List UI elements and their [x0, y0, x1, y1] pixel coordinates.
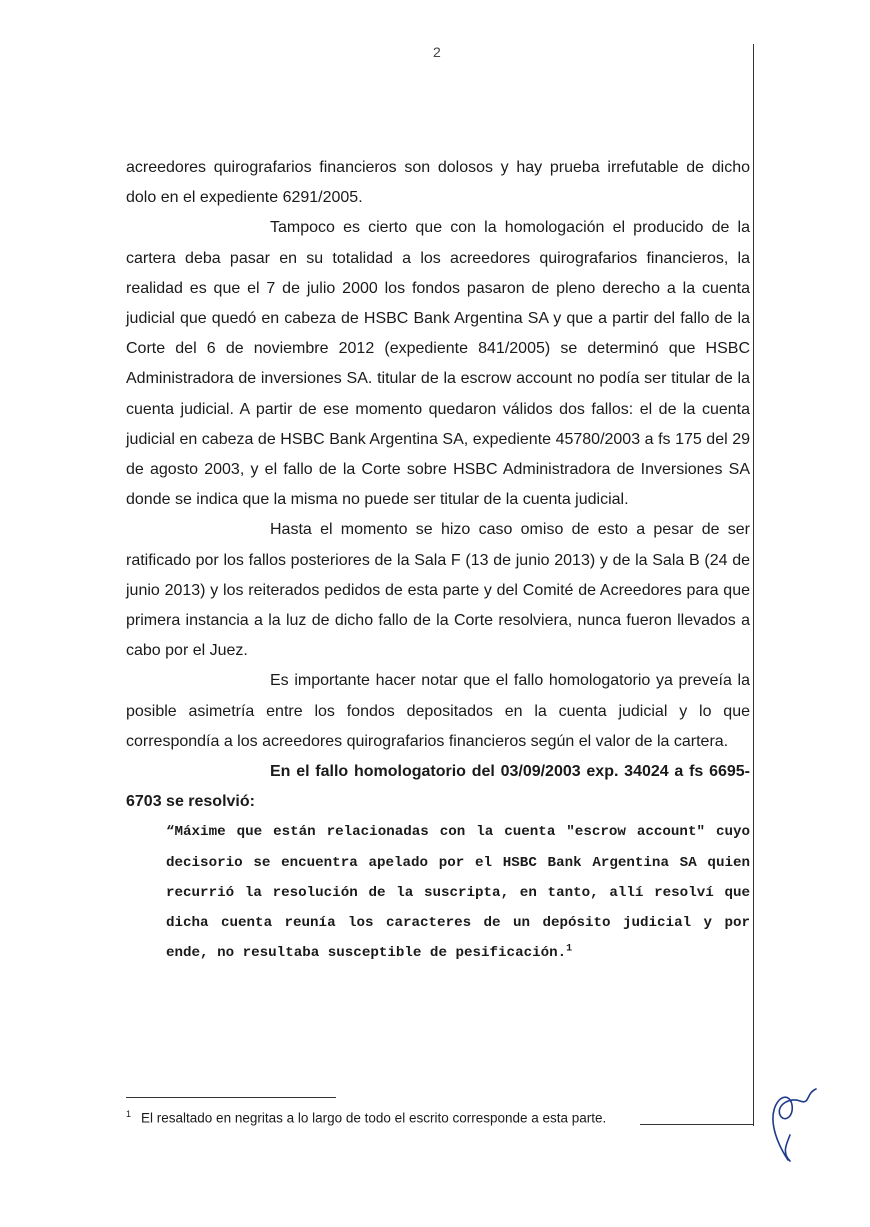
footnote-reference: 1 — [566, 943, 573, 955]
paragraph-continuation: acreedores quirografarios financieros son dolosos y hay prueba irrefutable de dicho dolo en el expediente 6291/2005. — [126, 159, 750, 207]
page-number: 2 — [433, 44, 441, 60]
bold-heading: En el fallo homologatorio del 03/09/2003 exp. 34024 a fs 6695-6703 se resolvió: — [126, 763, 750, 811]
footnote-marker: 1 — [126, 1109, 132, 1119]
quoted-ruling — [166, 817, 750, 968]
footnote — [126, 1105, 746, 1128]
paragraph: Hasta el momento se hizo caso omiso de esto a pesar de ser ratificado por los fallos posteriores de la Sala F (13 de junio 2013) y de la Sala B (24 de junio 2013) y los reiterados pedidos de esta parte y del Comité de Acreedores para que primera instancia a la luz de dicho fallo de la Corte resolviera, nunca fueron llevados a cabo por el Juez. — [126, 521, 750, 660]
quote-text: “Máxime que están relacionadas con la cuenta "escrow account" cuyo decisorio se encuentra apelado por el HSBC Bank Argentina SA quien recurrió la resolución de la suscripta, en tanto, allí resolví que dicha cuenta reunía los caracteres de un depósito judicial y por ende, no resultaba susceptible de pesificación. — [166, 824, 750, 962]
footnote-text: El resaltado en negritas a lo largo de todo el escrito corresponde a esta parte. — [141, 1110, 607, 1126]
body-text — [126, 153, 750, 968]
footnote-separator — [126, 1097, 336, 1098]
paragraph: Es importante hacer notar que el fallo homologatorio ya preveía la posible asimetría entre los fondos depositados en la cuenta judicial y lo que correspondía a los acreedores quirografarios financieros según el valor de la cartera. — [126, 672, 750, 750]
paragraph: Tampoco es cierto que con la homologación el producido de la cartera deba pasar en su totalidad a los acreedores quirografarios financieros, la realidad es que el 7 de julio 2000 los fondos pasaron de pleno derecho a la cuenta judicial que quedó en cabeza de HSBC Bank Argentina SA y que a partir del fallo de la Corte del 6 de noviembre 2012 (expediente 841/2005) se determinó que HSBC Administradora de inversiones SA. titular de la escrow account no podía ser titular de la cuenta judicial. A partir de ese momento quedaron válidos dos fallos: el de la cuenta judicial en cabeza de HSBC Bank Argentina SA, expediente 45780/2003 a fs 175 del 29 de agosto 2003, y el fallo de la Corte sobre HSBC Administradora de Inversiones SA donde se indica que la misma no puede ser titular de la cuenta judicial. — [126, 219, 750, 509]
margin-rule — [753, 44, 754, 1126]
handwritten-signature — [760, 1075, 820, 1165]
